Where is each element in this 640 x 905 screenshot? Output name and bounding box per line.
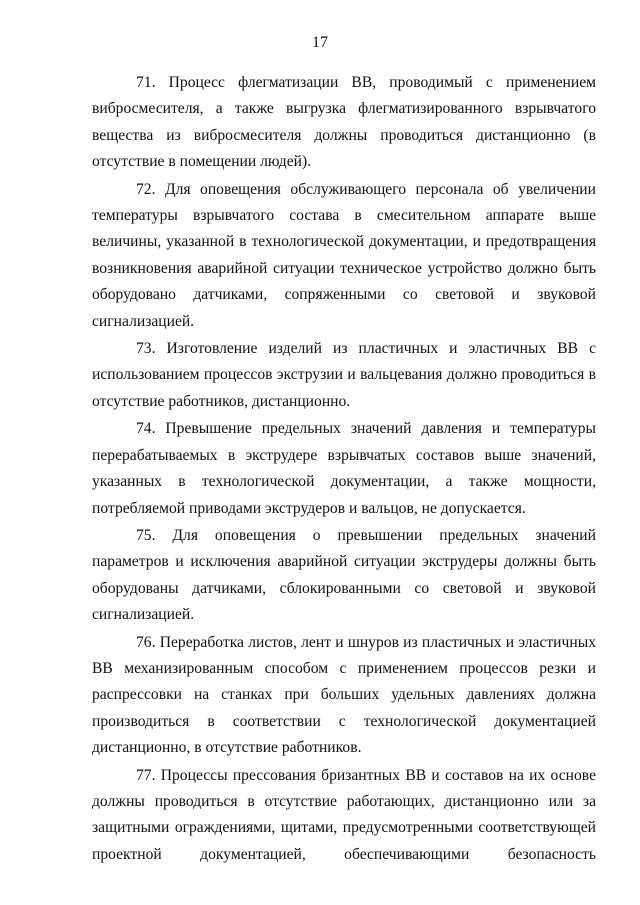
- paragraph-75: 75. Для оповещения о превышении предельных значений параметров и исключения аварийной ситуации экструдеры должны быть оборудованы датчиками, сблокированными со световой и звуковой сигнализацией.: [92, 526, 596, 624]
- paragraph-73: 73. Изготовление изделий из пластичных и эластичных ВВ с использованием процессов экструзии и вальцевания должно проводиться в отсутствие работников, дистанционно.: [92, 340, 596, 410]
- paragraph-76: 76. Переработка листов, лент и шнуров из пластичных и эластичных ВВ механизированным способом с применением процессов резки и распрессовки на станках при больших удельных давлениях должна производиться в соответствии с технологической документацией дистанционно, в отсутствие работников.: [92, 633, 596, 757]
- page-number: 17: [312, 34, 328, 51]
- paragraph-74: 74. Превышение предельных значений давления и температуры перерабатываемых в экструдере взрывчатых составов выше значений, указанных в технологической документации, а также мощности, потребляемой приводами экструдеров и вальцов, не допускается.: [92, 420, 596, 517]
- paragraph-71: 71. Процесс флегматизации ВВ, проводимый с применением вибросмесителя, а также выгрузка флегматизированного взрывчатого вещества из вибросмесителя должны проводиться дистанционно (в отсутствие в помещении людей).: [92, 74, 596, 171]
- paragraph-72: 72. Для оповещения обслуживающего персонала об увеличении температуры взрывчатого состава в смесительном аппарате выше величины, указанной в технологической документации, и предотвращения возникновения аварийной ситуации техническое устройство должно быть оборудовано датчиками, сопряженными со световой и звуковой сигнализацией.: [92, 180, 596, 330]
- document-body: [92, 70, 596, 868]
- paragraph-77: 77. Процессы прессования бризантных ВВ и составов на их основе должны проводиться в отсутствие работающих, дистанционно или за защитными ограждениями, щитами, предусмотренными соответствующей проектной документацией, обеспечивающими безопасность: [92, 766, 596, 863]
